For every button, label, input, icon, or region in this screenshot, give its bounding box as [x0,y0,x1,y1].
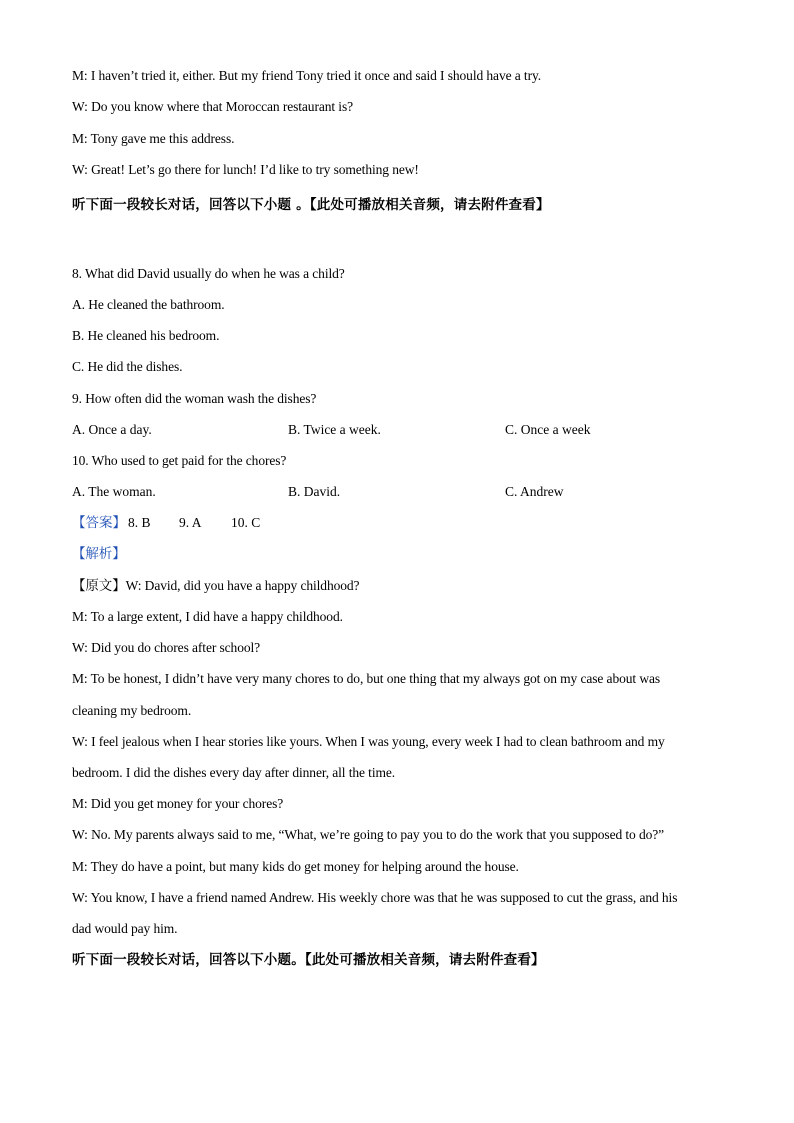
question-option: B. Twice a week. [288,422,381,437]
analysis-label: 【解析】 [72,546,126,562]
transcript-line: W: You know, I have a friend named Andrew. His weekly chore was that he was supposed to cut the grass, and his [72,890,678,905]
question-option: B. David. [288,484,341,499]
question-option: C. He did the dishes. [72,359,183,374]
transcript-line: M: Did you get money for your chores? [72,796,284,811]
transcript-line: W: David, did you have a happy childhood? [125,578,360,593]
transcript-line: W: I feel jealous when I hear stories like yours. When I was young, every week I had to clean bathroom and my [72,734,665,749]
transcript-line: bedroom. I did the dishes every day after dinner, all the time. [72,765,396,780]
original-first-line [72,577,359,595]
question-option: A. The woman. [72,484,156,499]
transcript-line: M: Tony gave me this address. [72,131,235,146]
question-stem: 10. Who used to get paid for the chores? [72,453,287,468]
answer-item: 10. C [231,515,261,530]
transcript-line: M: To be honest, I didn’t have very many chores to do, but one thing that my always got on my case about was [72,671,661,686]
question-stem: 9. How often did the woman wash the dishes? [72,391,317,406]
transcript-line: W: Great! Let’s go there for lunch! I’d like to try something new! [72,162,419,177]
answer-label: 【答案】 [72,515,126,531]
answer-item: 9. A [179,515,202,530]
question-option: C. Andrew [505,484,564,499]
question-option: C. Once a week [505,422,591,437]
question-option: B. He cleaned his bedroom. [72,328,220,343]
transcript-line: M: They do have a point, but many kids do get money for helping around the house. [72,859,519,874]
listening-instruction: 听下面一段较长对话，回答以下小题 。【此处可播放相关音频，请去附件查看】 [72,197,550,213]
transcript-line: dad would pay him. [72,921,178,936]
answer-item: 8. B [128,515,151,530]
question-option: A. He cleaned the bathroom. [72,297,225,312]
original-label: 【原文】 [72,578,126,594]
transcript-line: W: No. My parents always said to me, “What, we’re going to pay you to do the work that you supposed to do?” [72,827,665,842]
transcript-line: cleaning my bedroom. [72,703,192,718]
transcript-line: W: Did you do chores after school? [72,640,261,655]
listening-instruction: 听下面一段较长对话，回答以下小题。【此处可播放相关音频，请去附件查看】 [72,952,545,968]
question-option: A. Once a day. [72,422,152,437]
question-stem: 8. What did David usually do when he was a child? [72,266,345,281]
transcript-line: W: Do you know where that Moroccan restaurant is? [72,99,354,114]
transcript-line: M: To a large extent, I did have a happy childhood. [72,609,343,624]
transcript-line: M: I haven’t tried it, either. But my friend Tony tried it once and said I should have a try. [72,68,542,83]
